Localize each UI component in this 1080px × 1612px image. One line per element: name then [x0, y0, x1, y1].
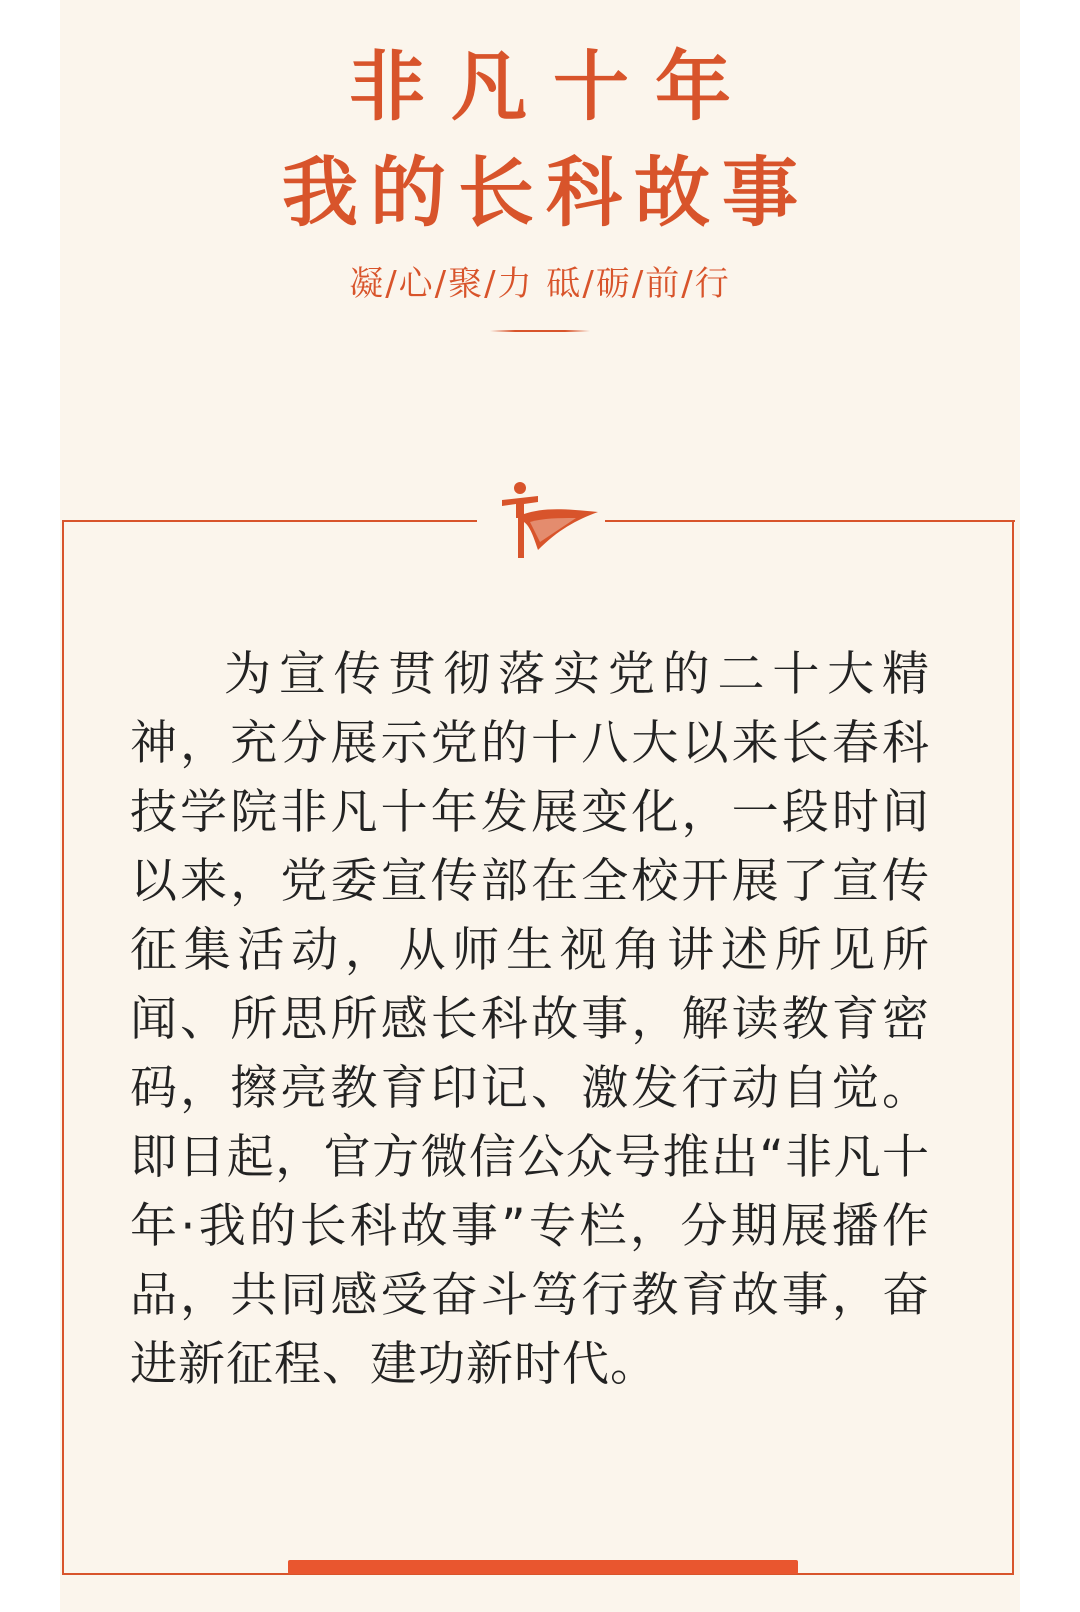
article-paragraph: 为宣传贯彻落实党的二十大精神，充分展示党的十八大以来长春科技学院非凡十年发展变化，一段时间以来，党委宣传部在全校开展了宣传征集活动，从师生视角讲述所见所闻、所思所感长科故事，解读教育密码，擦亮教育印记、激发行动自觉。即日起，官方微信公众号推出“非凡十年·我的长科故事”专栏，分期展播作品，共同感受奋斗笃行教育故事，奋进新征程、建功新时代。	[130, 647, 930, 1392]
frame-top-left-line	[62, 520, 477, 522]
page-subtitle: 凝/心/聚/力 砥/砺/前/行	[349, 264, 731, 304]
page-title-secondary: 我的长科故事	[282, 148, 810, 237]
frame-top-right-line	[605, 520, 1015, 522]
title-divider	[490, 330, 590, 332]
poster	[60, 0, 1020, 1612]
page-title: 非凡十年	[349, 42, 757, 131]
red-flag-figure-icon	[480, 478, 600, 568]
bottom-accent-bar	[288, 1560, 798, 1574]
